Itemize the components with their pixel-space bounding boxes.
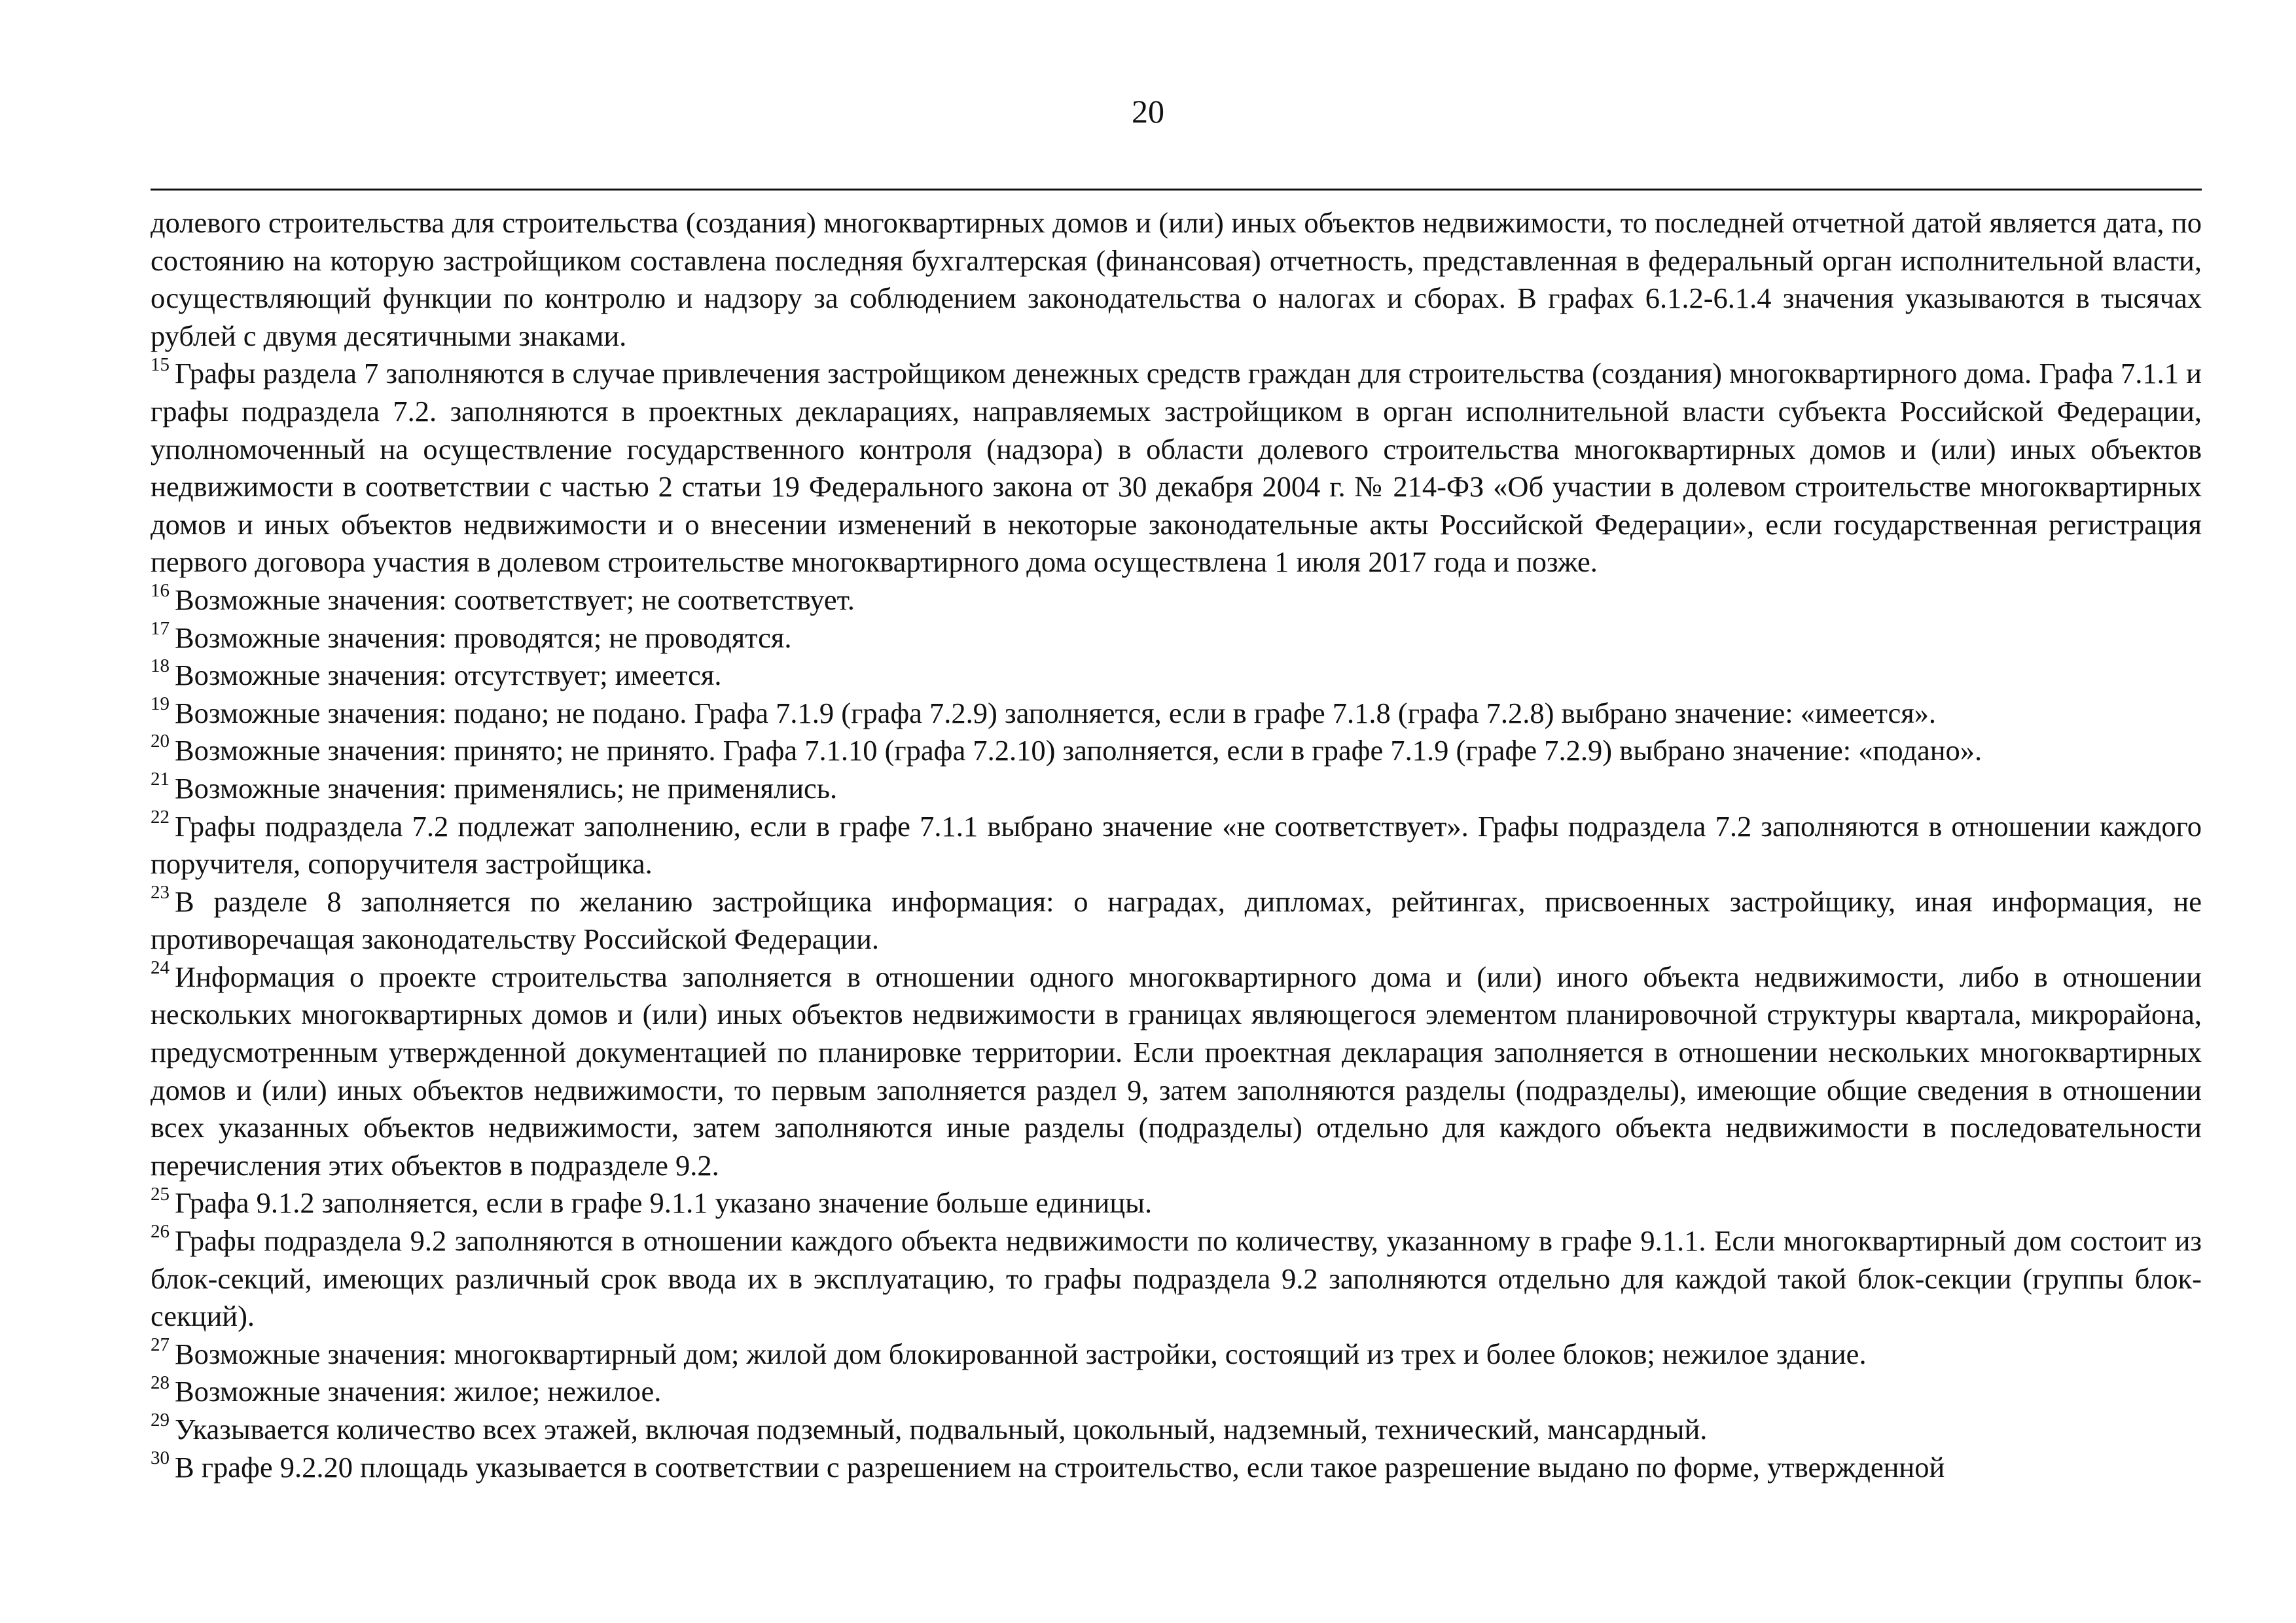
footnote-text: Графы раздела 7 заполняются в случае привлечения застройщиком денежных средств граждан для строительства (создания) многоквартирного дома. Графа 7.1.1 и графы подраздела 7.2. заполняются в проектных декларациях, направляемых застройщиком в орган исполнительной власти субъекта Российской Федерации, уполномоченный на осуществление государственного контроля (надзора) в области долевого строительства многоквартирных домов и (или) иных объектов недвижимости в соответствии с частью 2 статьи 19 Федерального закона от 30 декабря 2004 г. № 214-ФЗ «Об участии в долевом строительстве многоквартирных домов и иных объектов недвижимости и о внесении изменений в некоторые законодательные акты Российской Федерации», если государственная регистрация первого договора участия в долевом строительстве многоквартирного дома осуществлена 1 июля 2017 года и позже. xyxy=(151,357,2202,579)
footnote-text: Возможные значения: отсутствует; имеется. xyxy=(175,659,722,692)
footnote-24 xyxy=(151,958,2202,1185)
footnote-16 xyxy=(151,581,2202,619)
footnote-number: 17 xyxy=(151,617,170,639)
footnote-text: В графе 9.2.20 площадь указывается в соответствии с разрешением на строительство, если такое разрешение выдано по форме, утвержденной xyxy=(175,1450,1945,1484)
footnote-text: Возможные значения: многоквартирный дом; жилой дом блокированной застройки, состоящий из трех и более блоков; нежилое здание. xyxy=(175,1337,1867,1370)
footnote-number: 29 xyxy=(151,1410,170,1431)
footnote-number: 28 xyxy=(151,1372,170,1393)
footnotes-block xyxy=(151,204,2202,1486)
footnote-number: 22 xyxy=(151,806,170,828)
footnote-number: 24 xyxy=(151,957,170,979)
footnote-number: 20 xyxy=(151,731,170,752)
footnote-separator xyxy=(151,189,2202,191)
footnote-26 xyxy=(151,1222,2202,1336)
footnote-text: Графа 9.1.2 заполняется, если в графе 9.1.1 указано значение больше единицы. xyxy=(175,1186,1153,1220)
footnote-text: Возможные значения: проводятся; не проводятся. xyxy=(175,621,792,654)
footnote-20 xyxy=(151,732,2202,770)
footnote-number: 16 xyxy=(151,580,170,602)
footnote-23 xyxy=(151,883,2202,958)
footnote-text: Возможные значения: жилое; нежилое. xyxy=(175,1375,662,1408)
footnote-continuation: долевого строительства для строительства (создания) многоквартирных домов и (или) иных объектов недвижимости, то последней отчетной датой является дата, по состоянию на которую застройщиком составлена последняя бухгалтерская (финансовая) отчетность, представленная в федеральный орган исполнительной власти, осуществляющий функции по контролю и надзору за соблюдением законодательства о налогах и сборах. В графах 6.1.2-6.1.4 значения указываются в тысячах рублей с двумя десятичными знаками. xyxy=(151,206,2202,352)
footnote-number: 30 xyxy=(151,1447,170,1468)
footnote-30 xyxy=(151,1449,2202,1487)
footnote-text: Графы подраздела 9.2 заполняются в отношении каждого объекта недвижимости по количеству, указанному в графе 9.1.1. Если многоквартирный дом состоит из блок-секций, имеющих различный срок ввода их в эксплуатацию, то графы подраздела 9.2 заполняются отдельно для каждой такой блок-секции (группы блок-секций). xyxy=(151,1224,2202,1333)
footnote-21 xyxy=(151,770,2202,808)
footnote-15 xyxy=(151,355,2202,581)
footnote-27 xyxy=(151,1336,2202,1374)
footnote-text: Графы подраздела 7.2 подлежат заполнению, если в графе 7.1.1 выбрано значение «не соответствует». Графы подраздела 7.2 заполняются в отношении каждого поручителя, сопоручителя застройщика. xyxy=(151,809,2202,881)
footnote-29 xyxy=(151,1411,2202,1449)
footnote-17 xyxy=(151,619,2202,657)
footnote-text: Возможные значения: применялись; не применялись. xyxy=(175,771,838,805)
footnote-text: Возможные значения: подано; не подано. Графа 7.1.9 (графа 7.2.9) заполняется, если в графе 7.1.8 (графа 7.2.8) выбрано значение: «имеется». xyxy=(175,696,1937,729)
footnote-22 xyxy=(151,808,2202,883)
footnote-18 xyxy=(151,657,2202,695)
footnote-19 xyxy=(151,695,2202,733)
footnote-28 xyxy=(151,1373,2202,1411)
footnote-number: 18 xyxy=(151,655,170,677)
footnote-text: В разделе 8 заполняется по желанию застройщика информация: о наградах, дипломах, рейтингах, присвоенных застройщику, иная информация, не противоречащая законодательству Российской Федерации. xyxy=(151,884,2202,956)
footnote-number: 26 xyxy=(151,1221,170,1243)
footnote-text: Указывается количество всех этажей, включая подземный, подвальный, цокольный, надземный, технический, мансардный. xyxy=(175,1413,1708,1446)
footnote-25 xyxy=(151,1184,2202,1222)
footnote-number: 19 xyxy=(151,693,170,714)
footnote-number: 21 xyxy=(151,769,170,790)
footnote-number: 23 xyxy=(151,881,170,903)
footnote-text: Возможные значения: принято; не принято. Графа 7.1.10 (графа 7.2.10) заполняется, если в графе 7.1.9 (графе 7.2.9) выбрано значение: «подано». xyxy=(175,734,1982,767)
footnote-number: 27 xyxy=(151,1334,170,1355)
footnote-number: 25 xyxy=(151,1183,170,1205)
footnote-number: 15 xyxy=(151,354,170,375)
footnote-text: Информация о проекте строительства заполняется в отношении одного многоквартирного дома и (или) иного объекта недвижимости, либо в отношении нескольких многоквартирных домов и (или) иных объектов недвижимости в границах являющегося элементом планировочной структуры квартала, микрорайона, предусмотренным утвержденной документацией по планировке территории. Если проектная декларация заполняется в отношении нескольких многоквартирных домов и (или) иных объектов недвижимости, то первым заполняется раздел 9, затем заполняются разделы (подразделы), имеющие общие сведения в отношении всех указанных объектов недвижимости, затем заполняются иные разделы (подразделы) отдельно для каждого объекта недвижимости в последовательности перечисления этих объектов в подразделе 9.2. xyxy=(151,960,2202,1182)
footnote-text: Возможные значения: соответствует; не соответствует. xyxy=(175,583,855,616)
page-number: 20 xyxy=(1132,93,1164,130)
